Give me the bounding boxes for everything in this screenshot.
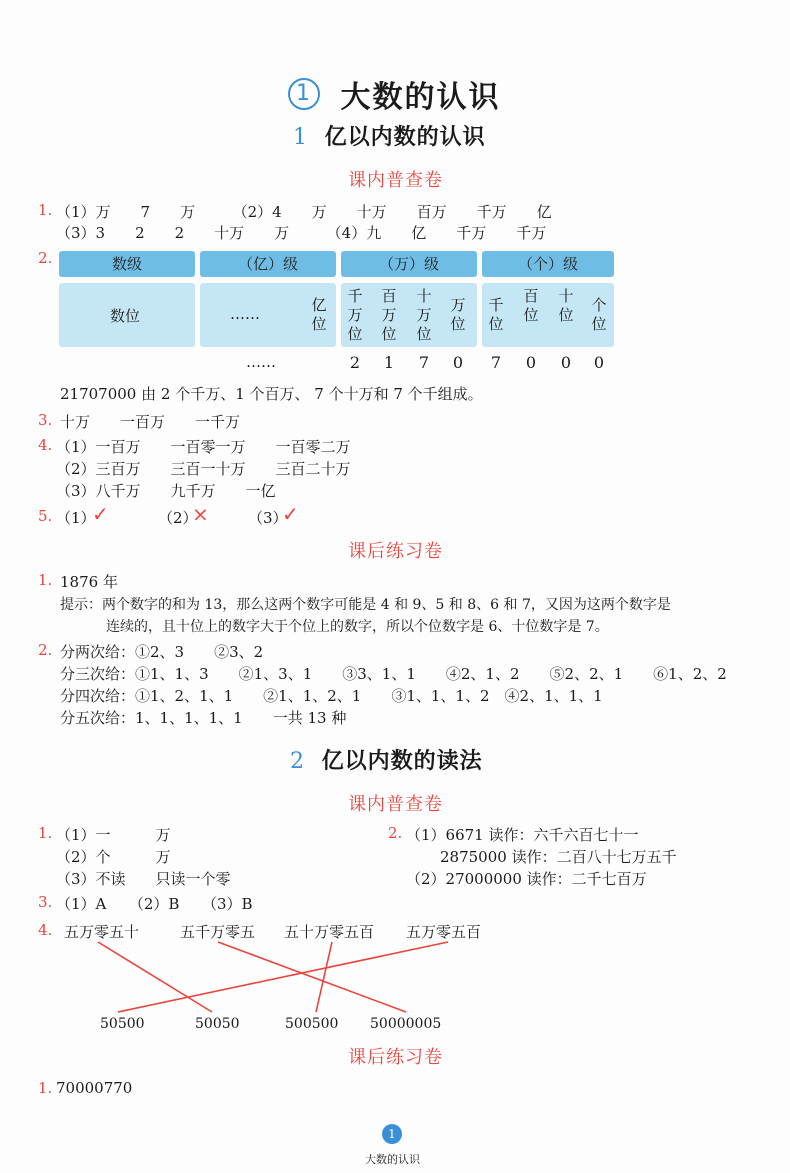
match-line xyxy=(98,942,212,1012)
digit: 2 xyxy=(349,353,361,372)
section-title: 课后练习卷 xyxy=(348,1047,443,1068)
question-number: 2. xyxy=(38,249,53,267)
question-number: 3. xyxy=(38,893,53,911)
column-label: 十万位 xyxy=(416,287,432,343)
answer-line: （2）27000000 读作：二千七百万 xyxy=(406,870,647,888)
column-label: 千万位 xyxy=(347,287,363,343)
table-header-level: 数级 xyxy=(59,251,195,277)
answer-line: （2）个 万 xyxy=(56,848,171,866)
match-top-item: 五十万零五百 xyxy=(284,923,375,941)
column-label: 万位 xyxy=(450,296,466,333)
table-header-yi: （亿）级 xyxy=(200,251,336,277)
section-title: 课内普查卷 xyxy=(348,170,443,191)
answer-line: 分四次给：①1、2、1、1 ②1、1、2、1 ③1、1、1、2 ④2、1、1、1 xyxy=(60,687,603,705)
answer-line: （2）三百万 三百一十万 三百二十万 xyxy=(56,460,351,478)
answer-line: 2875000 读作：二百八十七万五千 xyxy=(440,848,677,866)
row-label: 数位 xyxy=(110,307,141,325)
question-number: 1. xyxy=(38,201,53,219)
match-bottom-item: 50000005 xyxy=(370,1016,442,1032)
answer-line: 十万 一百万 一千万 xyxy=(60,413,241,431)
match-top-item: 五千万零五 xyxy=(180,923,256,941)
question-number: 5. xyxy=(38,507,53,525)
chapter-number: 1 xyxy=(288,78,320,110)
answer-line: 70000770 xyxy=(56,1079,133,1097)
digit: 0 xyxy=(593,353,605,372)
question-number: 2. xyxy=(388,824,403,842)
match-bottom-item: 50050 xyxy=(195,1016,240,1032)
table-header-wan: （万）级 xyxy=(341,251,477,277)
section-title: 课后练习卷 xyxy=(348,541,443,562)
column-label: 百万位 xyxy=(381,287,397,343)
digit: 7 xyxy=(418,353,430,372)
answer-line: （3）八千万 九千万 一亿 xyxy=(56,482,276,500)
answer-label: （1） xyxy=(56,509,96,527)
answer-label: （3） xyxy=(248,509,288,527)
digit: 7 xyxy=(490,353,502,372)
match-top-item: 五万零五百 xyxy=(406,923,482,941)
answer-line: 21707000 由 2 个千万、1 个百万、 7 个十万和 7 个千组成。 xyxy=(60,385,483,403)
answer-line: （1）一 万 xyxy=(56,826,171,844)
match-line xyxy=(218,942,406,1012)
answer-line: （1）万 7 万 （2）4 万 十万 百万 千万 亿 xyxy=(56,203,552,221)
check-icon: ✓ xyxy=(92,502,109,526)
section-title: 课内普查卷 xyxy=(348,794,443,815)
digit: 0 xyxy=(560,353,572,372)
question-number: 4. xyxy=(38,921,53,939)
answer-label: （2） xyxy=(158,509,198,527)
column-label: 十位 xyxy=(558,287,574,324)
lesson-title-text: 亿以内数的认识 xyxy=(324,124,486,150)
lesson-number: 2 xyxy=(290,749,305,774)
digit: 0 xyxy=(452,353,464,372)
column-label: 亿位 xyxy=(311,296,327,333)
hint-line: 提示：两个数字的和为 13，那么这两个数字可能是 4 和 9、5 和 8、6 和 7，又因为这两个数字是 xyxy=(60,597,671,613)
match-bottom-item: 50500 xyxy=(100,1016,145,1032)
ellipsis: …… xyxy=(246,353,276,371)
footer-label: 大数的认识 xyxy=(365,1153,420,1166)
match-line xyxy=(316,942,332,1012)
answer-line: （1）一百万 一百零一万 一百零二万 xyxy=(56,438,351,456)
ellipsis: …… xyxy=(230,305,260,323)
answer-line: 分五次给：1、1、1、1、1 一共 13 种 xyxy=(60,709,347,727)
answer-line: 分两次给：①2、3 ②3、2 xyxy=(60,643,264,661)
column-label: 个位 xyxy=(591,296,607,333)
answer-line: （3）不读 只读一个零 xyxy=(56,870,231,888)
check-icon: ✓ xyxy=(282,502,299,526)
cross-icon: × xyxy=(192,502,209,526)
match-top-item: 五万零五十 xyxy=(64,923,140,941)
page-number: 1 xyxy=(382,1124,402,1144)
chapter-title-text: 大数的认识 xyxy=(340,80,501,115)
question-number: 1. xyxy=(38,1079,53,1097)
answer-line: （1）6671 读作：六千六百七十一 xyxy=(406,826,639,844)
answer-line: 分三次给：①1、1、3 ②1、3、1 ③3、1、1 ④2、1、2 ⑤2、2、1 ⑥1、2、2 xyxy=(60,665,727,683)
lesson-number: 1 xyxy=(293,125,308,150)
table-header-ge: （个）级 xyxy=(482,251,614,277)
hint-line: 连续的，且十位上的数字大于个位上的数字，所以个位数字是 6、十位数字是 7。 xyxy=(106,619,609,635)
column-label: 百位 xyxy=(523,287,539,324)
digit: 0 xyxy=(525,353,537,372)
question-number: 3. xyxy=(38,411,53,429)
answer-line: （3）3 2 2 十万 万 （4）九 亿 千万 千万 xyxy=(56,224,547,242)
match-line xyxy=(118,942,448,1012)
match-bottom-item: 500500 xyxy=(285,1016,339,1032)
question-number: 4. xyxy=(38,436,53,454)
answer-line: 1876 年 xyxy=(60,573,118,591)
question-number: 1. xyxy=(38,571,53,589)
question-number: 2. xyxy=(38,641,53,659)
question-number: 1. xyxy=(38,824,53,842)
lesson-title-text: 亿以内数的读法 xyxy=(321,748,483,774)
digit: 1 xyxy=(383,353,395,372)
answer-line: （1）A （2）B （3）B xyxy=(56,895,253,913)
column-label: 千位 xyxy=(488,296,504,333)
